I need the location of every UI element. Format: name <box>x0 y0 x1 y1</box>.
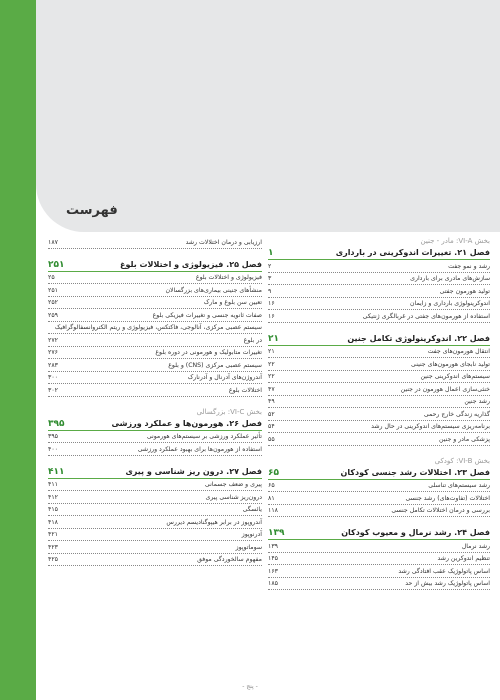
chapter-title: فصل ۲۱. تغییرات اندوکرینی در بارداری <box>335 248 490 257</box>
toc-entry-page: ۴۹ <box>268 398 275 405</box>
toc-entry[interactable] <box>268 553 490 566</box>
toc-entry[interactable] <box>48 554 262 567</box>
toc-entry-title: سوماتوپوز <box>235 543 262 551</box>
toc-entry-title: اختلالات بلوغ <box>228 386 262 394</box>
toc-entry[interactable] <box>268 421 490 434</box>
section-gap <box>268 517 490 527</box>
toc-entry[interactable] <box>48 479 262 492</box>
toc-entry-title: سیستم عصبی مرکزی، آنالوجی، فاکتکس، فیزیولوژی و ریتم الکتروانسفالوگرافیک <box>54 324 262 331</box>
toc-entry-title: آدرنوپوز <box>241 531 262 538</box>
toc-entry[interactable] <box>48 334 262 347</box>
toc-entry[interactable] <box>48 359 262 372</box>
chapter-heading[interactable] <box>268 247 490 260</box>
chapter-heading[interactable] <box>268 333 490 346</box>
chapter-title: فصل ۲۲. اندوکرینولوژی تکامل جنین <box>347 333 490 343</box>
chapter-title: فصل ۲۳. اختلالات رشد جنسی کودکان <box>340 467 490 477</box>
section-gap <box>48 249 262 259</box>
part-heading: بخش VI-C: بزرگسالی <box>196 407 262 416</box>
chapter-page-number: ۶۵ <box>268 467 279 478</box>
toc-entry-page: ۲۲ <box>268 360 275 368</box>
toc-entry-title: پیری و ضعف جسمانی <box>204 481 262 488</box>
toc-entry-page: ۳۹۵ <box>48 433 58 440</box>
toc-entry-title: گذاریه زندگی خارج رحمی <box>423 410 490 418</box>
toc-entry-title: پزشکی مادر و جنین <box>439 435 490 443</box>
toc-entry[interactable] <box>268 578 490 591</box>
toc-entry-page: ۹ <box>268 287 272 295</box>
toc-entry[interactable] <box>268 346 490 359</box>
toc-entry[interactable] <box>268 383 490 396</box>
toc-entry-title: استفاده از هورمون‌ها برای بهبود عملکرد ورزشی <box>137 445 262 453</box>
chapter-heading[interactable] <box>48 466 262 479</box>
chapter-title: فصل ۲۷. درون ریز شناسی و پیری <box>125 466 262 476</box>
toc-entry-page: ۵۴ <box>268 423 275 430</box>
toc-entry-page: ۱۶۳ <box>268 567 278 575</box>
part-heading: بخش VI-B: کودکی <box>434 456 490 465</box>
toc-entry[interactable] <box>48 491 262 504</box>
toc-entry-title: تنظیم اندوکرین رشد <box>437 555 490 562</box>
toc-entry-title: تأثیر عملکرد ورزشی بر سیستم‌های هورمونی <box>146 433 262 440</box>
section-gap <box>48 397 262 407</box>
toc-entry-title: برنامه‌ریزی سیستم‌های اندوکرینی در حال رشد <box>371 423 490 430</box>
toc-entry-title: سازش‌های مادری برای بارداری <box>410 275 490 282</box>
toc-entry-page: ۶۵ <box>268 482 275 489</box>
toc-entry-page: ۱۳۹ <box>268 542 278 550</box>
toc-entry-title: استفاده از هورمون‌های جفتی در غربالگری ژنتیکی <box>362 312 490 320</box>
toc-entry-page: ۲۲ <box>268 373 275 380</box>
toc-entry-page: ۴۱۸ <box>48 518 58 526</box>
toc-entry[interactable] <box>48 297 262 310</box>
header-band <box>36 0 500 232</box>
toc-entry[interactable] <box>48 541 262 554</box>
toc-left-column <box>48 236 262 566</box>
toc-right-column <box>268 236 490 590</box>
chapter-title: فصل ۲۴. رشد نرمال و معیوب کودکان <box>341 528 490 537</box>
toc-entry-page: ۴۱۲ <box>48 493 58 501</box>
toc-entry-page: ۳ <box>268 275 272 282</box>
toc-entry-page: ۵۵ <box>268 435 275 443</box>
toc-entry-title: اختلالات (تفاوت‌های) رشد جنسی <box>405 494 490 502</box>
section-gap <box>268 446 490 456</box>
toc-entry-title: یائسگی <box>242 506 262 513</box>
toc-entry[interactable] <box>48 347 262 360</box>
section-gap <box>48 456 262 466</box>
toc-entry[interactable] <box>268 480 490 493</box>
toc-entry-title: رشد نرمال <box>461 542 490 550</box>
toc-entry[interactable] <box>48 504 262 517</box>
toc-entry-page: ۴۷ <box>268 385 275 393</box>
toc-entry[interactable] <box>48 236 262 249</box>
toc-entry-title: خنثی‌سازی اعمال هورمون در جنین <box>400 385 490 393</box>
toc-entry-title: بررسی و درمان اختلالات تکامل جنسی <box>391 507 490 514</box>
toc-entry[interactable] <box>268 273 490 286</box>
toc-entry-page: ۳۰۲ <box>48 386 58 394</box>
toc-entry-title: تولید هورمون جفتی <box>439 287 490 295</box>
toc-entry[interactable] <box>48 309 262 322</box>
toc-entry[interactable] <box>268 492 490 505</box>
toc-entry-page: ۱۶ <box>268 312 275 320</box>
toc-entry-title: مفهوم سالخوردگی موفق <box>197 556 262 563</box>
toc-entry-page: ۴۱۱ <box>48 481 58 488</box>
toc-entry[interactable] <box>268 260 490 273</box>
toc-entry-title: فیزیولوژی و اختلالات بلوغ <box>195 274 262 281</box>
toc-entry[interactable] <box>48 284 262 297</box>
toc-entry-page: ۱۱۸ <box>268 507 278 514</box>
toc-entry[interactable] <box>268 505 490 518</box>
toc-entry[interactable] <box>268 371 490 384</box>
chapter-heading[interactable] <box>268 467 490 480</box>
toc-entry-title: اساس پاتولوژیک رشد بیش از حد <box>405 580 490 587</box>
toc-entry-page: ۸۱ <box>268 494 275 502</box>
toc-entry-title: آندروژن‌های آدرنال و آدرنارک <box>187 374 262 381</box>
toc-entry-title: ارزیابی و درمان اختلالات رشد <box>185 238 262 246</box>
toc-entry[interactable] <box>268 358 490 371</box>
chapter-title: فصل ۲۶. هورمون‌ها و عملکرد ورزشی <box>111 418 262 428</box>
toc-entry-page: ۱۶ <box>268 300 275 307</box>
toc-entry[interactable] <box>48 443 262 456</box>
toc-entry-title: منشأهای جنینی بیماری‌های بزرگسالان <box>165 286 262 294</box>
toc-entry-title: تولید نابجای هورمون‌های جنینی <box>411 360 490 368</box>
toc-entry-title: در بلوغ <box>243 336 262 344</box>
toc-entry-title: رشد و نمو جفت <box>448 262 490 270</box>
toc-entry[interactable] <box>48 322 262 335</box>
green-side-bar <box>0 0 36 700</box>
section-gap <box>268 323 490 333</box>
toc-entry-page: ۲۱ <box>268 348 275 355</box>
toc-entry[interactable] <box>268 540 490 553</box>
toc-entry[interactable] <box>48 529 262 542</box>
toc-entry[interactable] <box>268 285 490 298</box>
toc-entry-page: ۴۰۰ <box>48 445 58 453</box>
toc-entry-page: ۴۲۳ <box>48 543 58 551</box>
toc-entry[interactable] <box>268 310 490 323</box>
page-title: فهرست <box>66 203 118 218</box>
chapter-page-number: ۲۱ <box>268 333 279 344</box>
chapter-page-number: ۱ <box>268 248 274 258</box>
toc-entry-title: درون‌ریز شناسی پیری <box>205 493 262 501</box>
toc-entry[interactable] <box>48 431 262 444</box>
toc-entry-title: انتقال هورمون‌های جفت <box>427 348 490 355</box>
toc-entry-page: ۲۷۲ <box>48 336 58 344</box>
toc-entry[interactable] <box>268 298 490 311</box>
toc-entry-page: ۲۵۱ <box>48 286 58 294</box>
toc-entry-page: ۴۲۵ <box>48 556 58 563</box>
toc-entry-title: تعیین سن بلوغ و مارک <box>203 299 262 306</box>
toc-entry-page: ۲۸۳ <box>48 361 58 369</box>
toc-entry-title: تغییرات متابولیک و هورمونی در دوره بلوغ <box>155 349 262 356</box>
toc-entry-page: ۲۵۲ <box>48 299 58 306</box>
chapter-heading[interactable] <box>48 418 262 431</box>
toc-entry-title: رشد سیستم‌های تناسلی <box>428 482 490 489</box>
toc-entry[interactable] <box>48 272 262 285</box>
toc-entry-page: ۵۲ <box>268 410 275 418</box>
toc-entry-page: ۱۸۵ <box>268 580 278 587</box>
toc-entry-page: ۲۷۶ <box>48 349 58 356</box>
toc-entry-page: ۲۵۹ <box>48 311 58 319</box>
chapter-page-number: ۲۵۱ <box>48 259 65 270</box>
toc-entry-title: اندوکرینولوژی بارداری و زایمان <box>410 300 490 307</box>
toc-entry-title: رشد جنین <box>464 398 490 405</box>
toc-entry[interactable] <box>48 516 262 529</box>
toc-entry-page: ۱۸۷ <box>48 238 58 246</box>
toc-entry[interactable] <box>268 565 490 578</box>
toc-entry-page: ۲ <box>268 262 272 270</box>
toc-entry-title: صفات ثانویه جنسی و تغییرات فیزیکی بلوغ <box>152 311 262 319</box>
toc-entry-page: ۴۱۵ <box>48 506 58 513</box>
toc-entry-title: آندروپوز در برابر هیپوگنادیسم دیررس <box>166 518 262 526</box>
chapter-title: فصل ۲۵. فیزیولوژی و اختلالات بلوغ <box>119 259 262 269</box>
chapter-page-number: ۴۱۱ <box>48 466 65 477</box>
toc-entry[interactable] <box>268 408 490 421</box>
toc-entry-page: ۲۵ <box>48 274 55 281</box>
toc-entry[interactable] <box>268 433 490 446</box>
chapter-heading[interactable] <box>48 259 262 272</box>
toc-entry-title: سیستم‌های اندوکرینی جنین <box>420 373 490 380</box>
part-heading: بخش VI-A: مادر - جنین <box>420 237 490 245</box>
chapter-heading[interactable] <box>268 527 490 540</box>
toc-entry-page: ۳۰۰ <box>48 374 58 381</box>
page-number-footer: - پنج - <box>242 683 258 690</box>
toc-entry[interactable] <box>48 372 262 385</box>
toc-entry-title: سیستم عصبی مرکزی (CNS) و بلوغ <box>168 361 262 369</box>
toc-entry-page: ۱۴۵ <box>268 555 278 562</box>
chapter-page-number: ۳۹۵ <box>48 418 65 429</box>
toc-entry-page: ۴۲۱ <box>48 531 58 538</box>
toc-entry[interactable] <box>268 396 490 409</box>
toc-entry-title: اساس پاتولوژیک عقب افتادگی رشد <box>398 567 490 575</box>
toc-entry[interactable] <box>48 384 262 397</box>
chapter-page-number: ۱۳۹ <box>268 528 285 538</box>
